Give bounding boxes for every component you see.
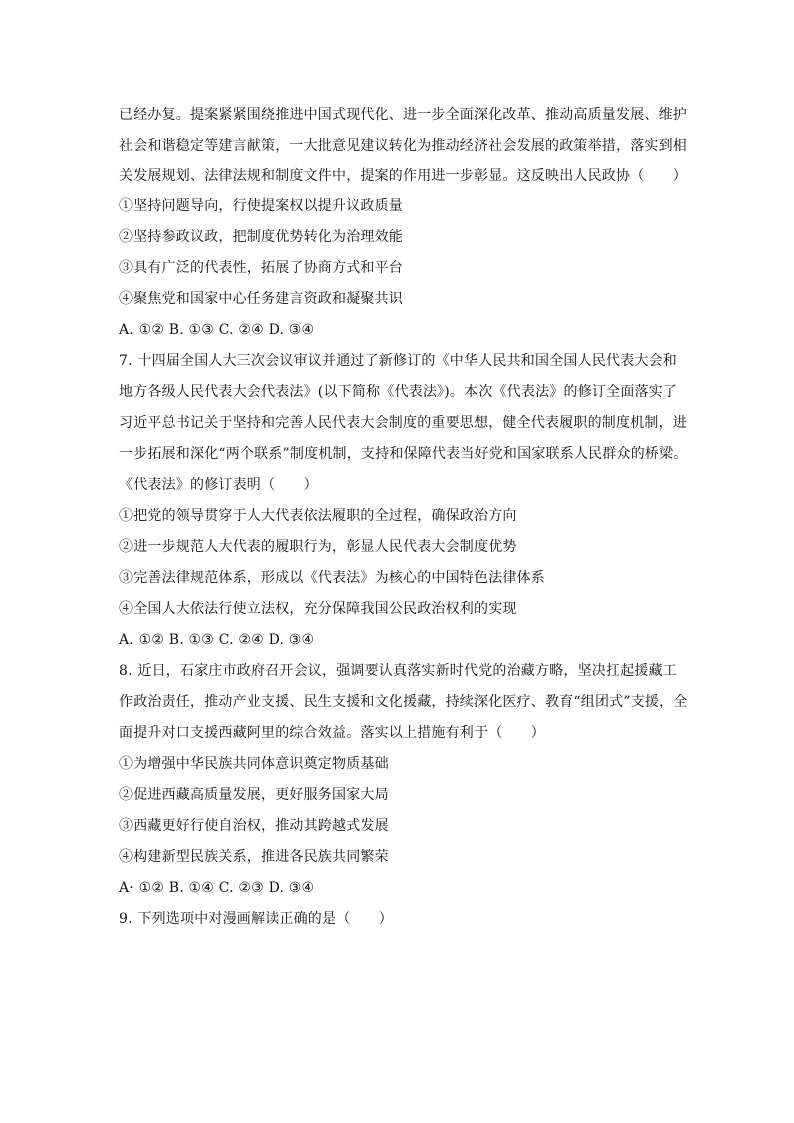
text-line: 社会和谐稳定等建言献策，一大批意见建议转化为推动经济社会发展的政策举措，落实到相	[119, 138, 687, 154]
text-line: 地方各级人民代表大会代表法》(以下简称《代表法》)。本次《代表法》的修订全面落实了	[119, 384, 678, 400]
text-line: 一步拓展和深化“两个联系”制度机制，支持和保障代表当好党和国家联系人民群众的桥梁。	[119, 446, 688, 462]
text-line: 作政治责任，推动产业支援、民生支援和文化援藏，持续深化医疗、教育“组团式”支援，全	[119, 694, 688, 710]
option-2: ②进一步规范人大代表的履职行为，彰显人民代表大会制度优势	[119, 539, 517, 555]
option-3: ③具有广泛的代表性，拓展了协商方式和平台	[119, 260, 403, 276]
answer-choices: A· ①② B. ①④ C. ②③ D. ③④	[119, 880, 315, 896]
question-8: 8. 近日，石家庄市政府召开会议，强调要认真落实新时代党的治藏方略，坚决扛起援藏工	[119, 663, 678, 679]
option-1: ①为增强中华民族共同体意识奠定物质基础	[119, 756, 389, 772]
text-line: 《代表法》的修订表明（ ）	[119, 477, 318, 493]
question-9: 9. 下列选项中对漫画解读正确的是（ ）	[119, 911, 394, 927]
option-4: ④全国人大依法行使立法权，充分保障我国公民政治权利的实现	[119, 601, 517, 617]
option-2: ②坚持参政议政，把制度优势转化为治理效能	[119, 229, 403, 245]
text-line: 面提升对口支援西藏阿里的综合效益。落实以上措施有利于（ ）	[119, 725, 545, 741]
answer-choices: A. ①② B. ①③ C. ②④ D. ③④	[119, 322, 315, 338]
text-line: 已经办复。提案紧紧围绕推进中国式现代化、进一步全面深化改革、推动高质量发展、维护	[119, 107, 687, 123]
option-4: ④聚焦党和国家中心任务建言资政和凝聚共识	[119, 291, 403, 307]
question-7: 7. 十四届全国人大三次会议审议并通过了新修订的《中华人民共和国全国人民代表大会和	[119, 353, 678, 369]
option-3: ③西藏更好行使自治权，推动其跨越式发展	[119, 818, 389, 834]
text-line: 关发展规划、法律法规和制度文件中，提案的作用进一步彰显。这反映出人民政协（ ）	[119, 168, 687, 184]
option-2: ②促进西藏高质量发展，更好服务国家大局	[119, 787, 389, 803]
option-1: ①坚持问题导向，行使提案权以提升议政质量	[119, 198, 403, 214]
option-1: ①把党的领导贯穿于人大代表依法履职的全过程，确保政治方向	[119, 508, 517, 524]
text-line: 习近平总书记关于坚持和完善人民代表大会制度的重要思想，健全代表履职的制度机制，进	[119, 415, 687, 431]
option-4: ④构建新型民族关系，推进各民族共同繁荣	[119, 849, 389, 865]
option-3: ③完善法律规范体系，形成以《代表法》为核心的中国特色法律体系	[119, 570, 545, 586]
answer-choices: A. ①② B. ①③ C. ②④ D. ③④	[119, 632, 315, 648]
